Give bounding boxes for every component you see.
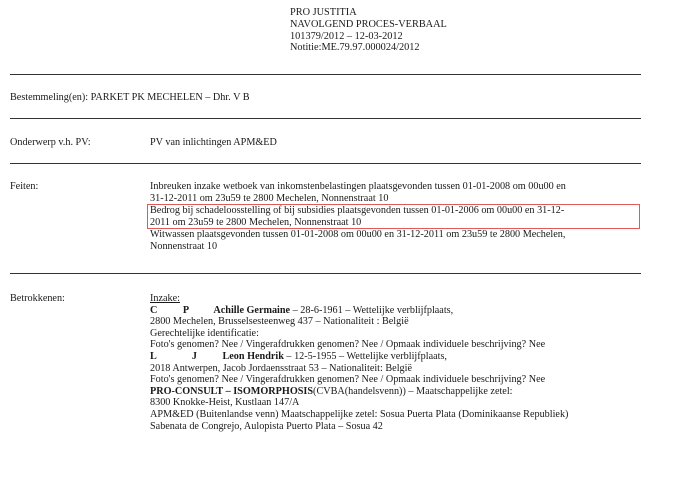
feit-item-2-line-1: Bedrog bij schadeloosstelling of bij subsidies plaatsgevonden tussen 01-01-2006 om 00u00 en 31-12-	[150, 205, 565, 217]
person-1-name: Achille Germaine	[213, 304, 291, 316]
feit-item-2-highlighted	[147, 204, 640, 229]
divider	[10, 118, 641, 119]
company-details: (CVBA(handelsvenn)) – Maatschappelijke zetel:	[313, 385, 513, 397]
person-2-initials: L J	[150, 350, 223, 362]
divider	[10, 74, 641, 75]
gerechtelijke-identificatie: Gerechtelijke identificatie:	[150, 327, 259, 339]
person-1-details: – 28-6-1961 – Wettelijke verblijfplaats,	[290, 304, 454, 316]
document-header	[290, 7, 447, 54]
feit-item-3-line-1: Witwassen plaatsgevonden tussen 01-01-2008 om 00u00 en 31-12-2011 om 23u59 te 2800 Mechelen,	[150, 229, 566, 241]
person-1-address: 2800 Mechelen, Brusselsesteenweg 437 – Nationaliteit : België	[150, 316, 409, 328]
person-1-foto-line: Foto's genomen? Nee / Vingerafdrukken genomen? Nee / Opmaak individuele beschrijving? Nee	[150, 339, 546, 351]
feit-item-1-line-2: 31-12-2011 om 23u59 te 2800 Mechelen, Nonnenstraat 10	[150, 192, 389, 204]
divider	[10, 163, 641, 164]
apmed-line-2: Sabenata de Congrejo, Aulopista Puerto Plata – Sosua 42	[150, 420, 383, 432]
person-1-line	[150, 305, 640, 317]
divider	[10, 273, 641, 274]
feit-item-2-line-2: 2011 om 23u59 te 2800 Mechelen, Nonnenstraat 10	[150, 216, 362, 228]
person-1-initials: C P	[150, 304, 214, 316]
betrokkenen-list	[150, 293, 640, 432]
apmed-line-1: APM&ED (Buitenlandse venn) Maatschappelijke zetel: Sosua Puerta Plata (Dominikaanse Republiek)	[150, 408, 569, 420]
onderwerp-value: PV van inlichtingen APM&ED	[150, 137, 277, 148]
header-reference: 101379/2012 – 12-03-2012	[290, 30, 403, 42]
inzake-heading: Inzake:	[150, 293, 180, 304]
feit-item-1-line-1: Inbreuken inzake wetboek van inkomstenbelastingen plaatsgevonden tussen 01-01-2008 om 00u00 en	[150, 181, 566, 192]
person-2-address: 2018 Antwerpen, Jacob Jordaensstraat 53 – Nationaliteit: België	[150, 362, 412, 374]
person-2-line	[150, 351, 640, 363]
company-address: 8300 Knokke-Heist, Kustlaan 147/A	[150, 397, 300, 409]
feit-item-3-line-2: Nonnenstraat 10	[150, 240, 218, 252]
company-name: PRO-CONSULT – ISOMORPHOSIS	[150, 385, 314, 397]
header-subtitle: NAVOLGEND PROCES-VERBAAL	[290, 18, 447, 30]
feiten-label: Feiten:	[10, 181, 39, 192]
onderwerp-label: Onderwerp v.h. PV:	[10, 137, 91, 148]
bestemmeling-line: Bestemmeling(en): PARKET PK MECHELEN – Dhr. V B	[10, 92, 250, 103]
header-title: PRO JUSTITIA	[290, 7, 357, 18]
company-line	[150, 386, 640, 398]
header-notitie: Notitie:ME.79.97.000024/2012	[290, 42, 420, 54]
person-2-name: Leon Hendrik	[222, 350, 284, 362]
person-2-details: – 12-5-1955 – Wettelijke verblijfplaats,	[283, 350, 447, 362]
person-2-foto-line: Foto's genomen? Nee / Vingerafdrukken genomen? Nee / Opmaak individuele beschrijving? Nee	[150, 374, 546, 386]
feiten-list	[150, 181, 640, 253]
betrokkenen-label: Betrokkenen:	[10, 293, 65, 304]
